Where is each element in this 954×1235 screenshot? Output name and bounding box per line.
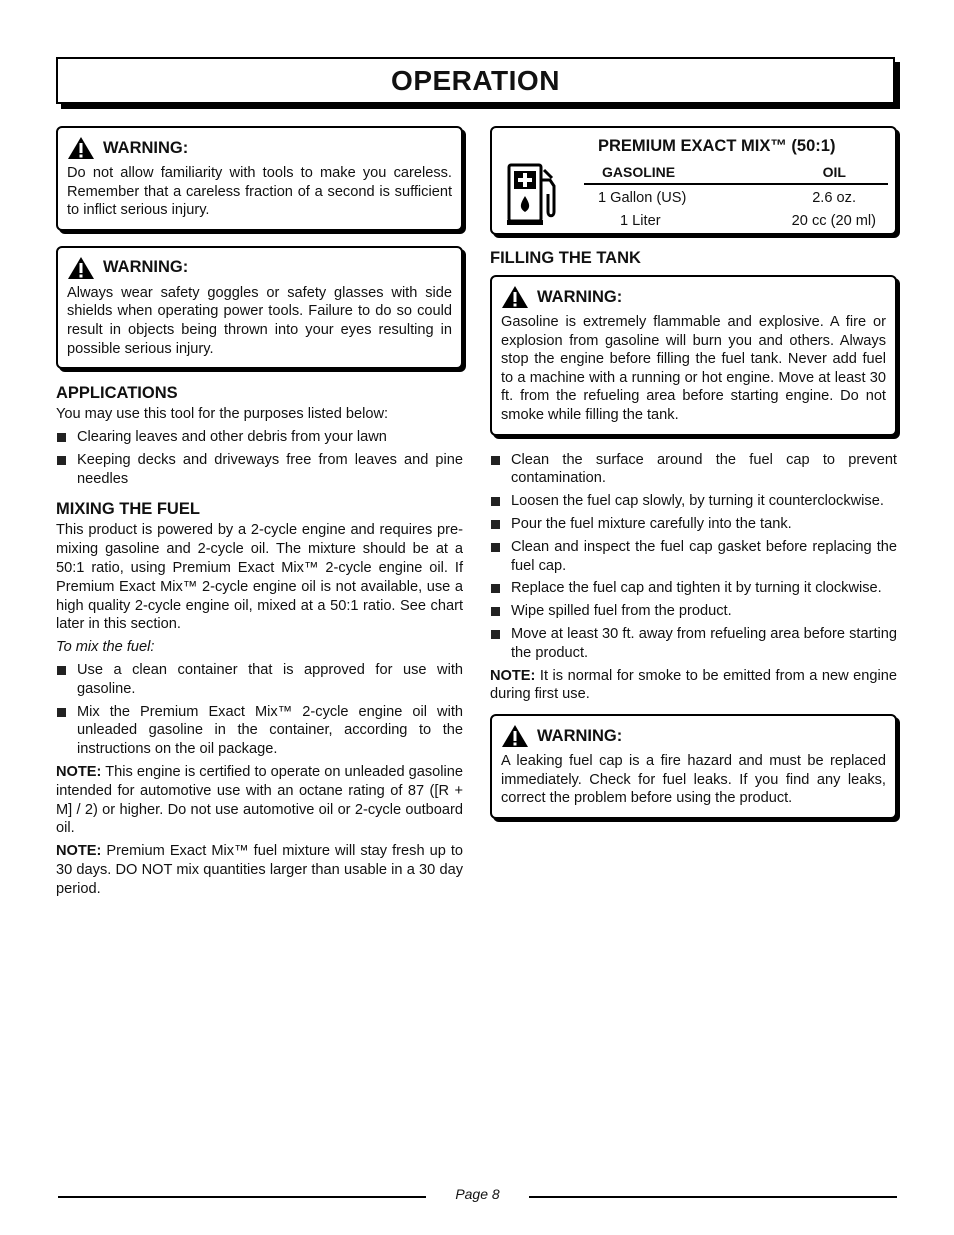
warning-box-familiarity bbox=[56, 126, 463, 231]
warning-triangle-icon bbox=[501, 285, 529, 309]
warning-box-gasoline bbox=[490, 275, 897, 436]
applications-intro: You may use this tool for the purposes listed below: bbox=[56, 406, 389, 423]
page-title: OPERATION bbox=[391, 64, 560, 96]
list-item: Clearing leaves and other debris from your lawn bbox=[56, 428, 463, 447]
warning-header bbox=[501, 285, 886, 309]
warning-triangle-icon bbox=[67, 136, 95, 160]
warning-header bbox=[501, 724, 886, 748]
warning-header bbox=[67, 136, 452, 160]
premium-mix-box bbox=[490, 126, 897, 235]
table-cell: 20 cc (20 ml) bbox=[791, 213, 876, 229]
list-item: Clean and inspect the fuel cap gasket before replacing the fuel cap. bbox=[490, 538, 897, 576]
table-row bbox=[584, 184, 888, 208]
warning-label: WARNING: bbox=[537, 287, 623, 306]
list-item: Use a clean container that is approved for use with gasoline. bbox=[56, 661, 463, 699]
table-cell: 1 Liter bbox=[620, 213, 661, 229]
note-text: This engine is certified to operate on unleaded gasoline intended for automotive use with an octane rating of 87 ([R + M] / 2) or higher. Do not use automotive oil or 2-cycle outboard oil. bbox=[56, 763, 463, 837]
applications-list bbox=[56, 428, 463, 488]
footer-divider-left bbox=[58, 1196, 426, 1198]
mixing-subhead: To mix the fuel: bbox=[56, 639, 155, 656]
right-column bbox=[490, 126, 897, 834]
column-header-gasoline: GASOLINE bbox=[584, 164, 741, 184]
list-item: Pour the fuel mixture carefully into the tank. bbox=[490, 515, 897, 534]
note-octane bbox=[56, 763, 463, 838]
note-label: NOTE: bbox=[490, 667, 536, 684]
note-smoke bbox=[490, 667, 897, 705]
mixing-list bbox=[56, 661, 463, 759]
warning-text: Always wear safety goggles or safety glasses with side shields when operating power tools. Failure to do so could result in objects being thrown into your eyes resulting in possible serious injury. bbox=[67, 284, 452, 357]
footer-divider-right bbox=[529, 1196, 897, 1198]
column-header-oil: OIL bbox=[741, 164, 888, 184]
mix-table-title: PREMIUM EXACT MIX™ (50:1) bbox=[598, 137, 836, 155]
page-title-box bbox=[56, 57, 895, 104]
table-cell: 1 Gallon (US) bbox=[598, 190, 687, 206]
mixing-paragraph: This product is powered by a 2-cycle engine and requires pre-mixing gasoline and 2-cycle oil. The mixture should be at a 50:1 ratio, using Premium Exact Mix™ 2-cycle engine oil. If Premium Exact Mix™ 2-cycle engine oil is not available, use a high quality 2-cycle engine oil, mixed at a 50:1 ratio. See chart later in this section. bbox=[56, 522, 463, 633]
warning-label: WARNING: bbox=[103, 258, 189, 277]
list-item: Wipe spilled fuel from the product. bbox=[490, 602, 897, 621]
warning-box-goggles bbox=[56, 246, 463, 369]
note-label: NOTE: bbox=[56, 763, 102, 780]
note-label: NOTE: bbox=[56, 843, 102, 860]
note-freshness bbox=[56, 842, 463, 898]
list-item: Clean the surface around the fuel cap to prevent contamination. bbox=[490, 451, 897, 489]
warning-label: WARNING: bbox=[103, 138, 189, 157]
table-cell: 2.6 oz. bbox=[812, 190, 856, 206]
note-text: It is normal for smoke to be emitted from a new engine during first use. bbox=[490, 667, 897, 703]
warning-label: WARNING: bbox=[537, 726, 623, 745]
left-column bbox=[56, 126, 463, 902]
warning-triangle-icon bbox=[67, 256, 95, 280]
list-item: Keeping decks and driveways free from leaves and pine needles bbox=[56, 451, 463, 489]
fuel-pump-icon bbox=[506, 162, 560, 226]
page-number: Page 8 bbox=[455, 1186, 500, 1202]
filling-steps-list bbox=[490, 451, 897, 663]
mix-ratio-table bbox=[584, 164, 888, 231]
mixing-heading: MIXING THE FUEL bbox=[56, 500, 200, 519]
list-item: Mix the Premium Exact Mix™ 2-cycle engine oil with unleaded gasoline in the container, according to the instructions on the oil package. bbox=[56, 703, 463, 759]
warning-box-fuel-cap bbox=[490, 714, 897, 819]
applications-heading: APPLICATIONS bbox=[56, 384, 178, 403]
note-text: Premium Exact Mix™ fuel mixture will stay fresh up to 30 days. DO NOT mix quantities larger than usable in a 30 day period. bbox=[56, 843, 463, 897]
warning-text: A leaking fuel cap is a fire hazard and must be replaced immediately. Check for fuel leaks. If you find any leaks, correct the problem before using the product. bbox=[501, 753, 886, 807]
warning-text: Gasoline is extremely flammable and explosive. A fire or explosion from gasoline will burn you and others. Always stop the engine before filling the fuel tank. Never add fuel to a machine with a running or hot engine. Move at least 30 ft. from the refueling area before starting engine. Do not smoke while filling the tank. bbox=[501, 314, 886, 423]
warning-triangle-icon bbox=[501, 724, 529, 748]
warning-text: Do not allow familiarity with tools to make you careless. Remember that a careless fraction of a second is sufficient to inflict serious injury. bbox=[67, 165, 452, 219]
list-item: Replace the fuel cap and tighten it by turning it clockwise. bbox=[490, 579, 897, 598]
list-item: Move at least 30 ft. away from refueling area before starting the product. bbox=[490, 625, 897, 663]
warning-header bbox=[67, 256, 452, 280]
list-item: Loosen the fuel cap slowly, by turning it counterclockwise. bbox=[490, 492, 897, 511]
table-header-row bbox=[584, 164, 888, 184]
filling-heading: FILLING THE TANK bbox=[490, 249, 641, 267]
table-row bbox=[584, 208, 888, 231]
